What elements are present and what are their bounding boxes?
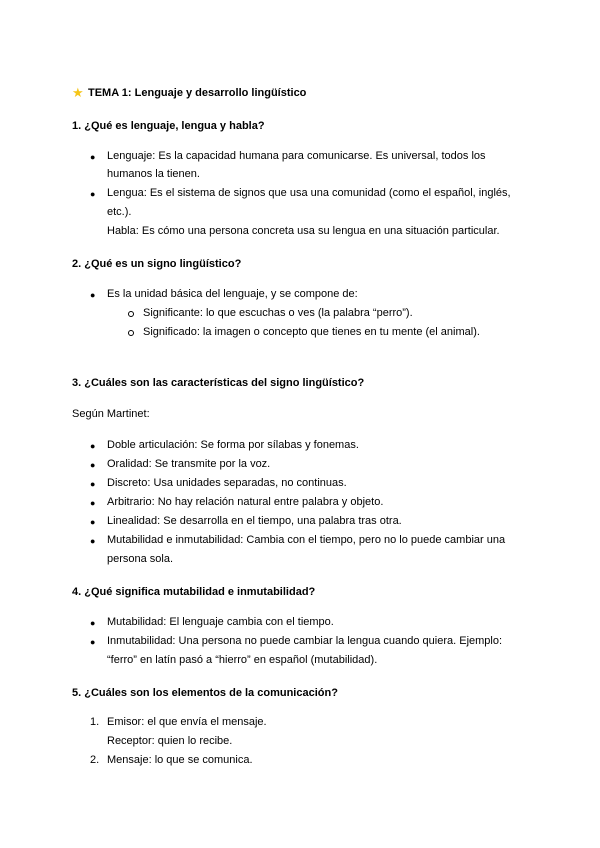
heading-q2: 2. ¿Qué es un signo lingüístico?: [72, 258, 242, 270]
bullet-icon: ●: [90, 189, 96, 199]
q5-item-receptor: Receptor: quien lo recibe.: [107, 735, 233, 747]
star-icon: ★: [72, 85, 84, 100]
q1-item-lenguaje: Lenguaje: Es la capacidad humana para comunicarse. Es universal, todos los: [107, 150, 486, 162]
q3-item-oralidad: Oralidad: Se transmite por la voz.: [107, 458, 271, 470]
q3-item-discreto: Discreto: Usa unidades separadas, no continuas.: [107, 477, 347, 489]
q4-item-inmutabilidad-cont: “ferro” en latín pasó a “hierro” en español (mutabilidad).: [107, 654, 378, 666]
heading-q3: 3. ¿Cuáles son las características del signo lingüístico?: [72, 377, 365, 389]
q3-item-arbitrario: Arbitrario: No hay relación natural entre palabra y objeto.: [107, 496, 384, 508]
hollow-bullet-icon: [128, 330, 134, 336]
list-number: 1.: [90, 716, 100, 728]
bullet-icon: ●: [90, 460, 96, 470]
q5-item-mensaje: Mensaje: lo que se comunica.: [107, 754, 253, 766]
q2-subitem-significante: Significante: lo que escuchas o ves (la palabra “perro”).: [143, 307, 413, 319]
q5-item-emisor: Emisor: el que envía el mensaje.: [107, 716, 267, 728]
list-number: 2.: [90, 754, 100, 766]
heading-q1: 1. ¿Qué es lenguaje, lengua y habla?: [72, 120, 265, 132]
q1-item-lengua-cont: etc.).: [107, 206, 132, 218]
bullet-icon: ●: [90, 479, 96, 489]
bullet-icon: ●: [90, 517, 96, 527]
document-title: TEMA 1: Lenguaje y desarrollo lingüístico: [88, 87, 307, 99]
q1-item-lenguaje-cont: humanos la tienen.: [107, 168, 200, 180]
heading-q4: 4. ¿Qué significa mutabilidad e inmutabilidad?: [72, 586, 316, 598]
q4-item-mutabilidad: Mutabilidad: El lenguaje cambia con el tiempo.: [107, 616, 334, 628]
bullet-icon: ●: [90, 290, 96, 300]
q2-subitem-significado: Significado: la imagen o concepto que tienes en tu mente (el animal).: [143, 326, 480, 338]
bullet-icon: ●: [90, 152, 96, 162]
q1-item-habla: Habla: Es cómo una persona concreta usa su lengua en una situación particular.: [107, 225, 500, 237]
bullet-icon: ●: [90, 637, 96, 647]
heading-q5: 5. ¿Cuáles son los elementos de la comunicación?: [72, 687, 338, 699]
q3-intro: Según Martinet:: [72, 408, 150, 420]
q2-item: Es la unidad básica del lenguaje, y se compone de:: [107, 288, 358, 300]
q4-item-inmutabilidad: Inmutabilidad: Una persona no puede cambiar la lengua cuando quiera. Ejemplo:: [107, 635, 503, 647]
bullet-icon: ●: [90, 618, 96, 628]
q3-item-doble-articulacion: Doble articulación: Se forma por sílabas y fonemas.: [107, 439, 359, 451]
q3-item-linealidad: Linealidad: Se desarrolla en el tiempo, una palabra tras otra.: [107, 515, 402, 527]
q3-item-mutabilidad-cont: persona sola.: [107, 553, 174, 565]
hollow-bullet-icon: [128, 311, 134, 317]
bullet-icon: ●: [90, 441, 96, 451]
bullet-icon: ●: [90, 498, 96, 508]
bullet-icon: ●: [90, 536, 96, 546]
q1-item-lengua: Lengua: Es el sistema de signos que usa una comunidad (como el español, inglés,: [107, 187, 511, 199]
q3-item-mutabilidad: Mutabilidad e inmutabilidad: Cambia con el tiempo, pero no lo puede cambiar una: [107, 534, 506, 546]
